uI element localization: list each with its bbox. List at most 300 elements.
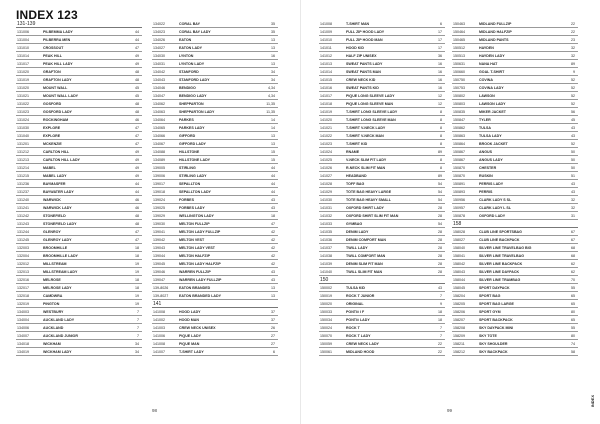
page-ref: 15	[271, 149, 275, 154]
page-ref: 18	[438, 309, 442, 314]
product-code: 141031	[320, 205, 332, 210]
page-ref: 54	[438, 197, 442, 202]
product-name: PARKES LADY	[179, 125, 205, 130]
product-name: GIFFORD LADY	[179, 141, 206, 146]
index-row	[152, 212, 278, 220]
page-ref: 89	[571, 61, 575, 66]
product-code: 131014	[17, 53, 29, 58]
product-name: HILLSTONE	[179, 149, 200, 154]
page-ref: 46	[135, 117, 139, 122]
index-row	[319, 332, 445, 340]
product-name: PONTI# LADY	[346, 317, 370, 322]
product-code: 131040	[17, 133, 29, 138]
product-name: DENIM COMFORT MAN	[346, 237, 386, 242]
index-row	[16, 252, 142, 260]
page-ref: 28	[438, 253, 442, 258]
page-ref: 8	[440, 165, 442, 170]
index-row	[152, 268, 278, 276]
product-code: 131236	[17, 181, 29, 186]
product-code: 141036	[320, 237, 332, 242]
page-ref: 44	[271, 181, 275, 186]
page-ref: 18	[135, 285, 139, 290]
product-name: ANGUS	[479, 149, 492, 154]
product-code: 131020	[17, 85, 29, 90]
page-ref: 6	[440, 21, 442, 26]
page-ref: 16	[271, 53, 275, 58]
index-row	[152, 284, 278, 292]
page-ref: 52	[571, 141, 575, 146]
page-ref: 16	[438, 61, 442, 66]
index-row	[152, 36, 278, 44]
product-code: 141022	[320, 133, 332, 138]
index-row	[152, 76, 278, 84]
product-code: 134088	[153, 149, 165, 154]
product-code: 139043	[153, 245, 165, 250]
page-ref: 49	[135, 149, 139, 154]
product-code: 158206	[453, 309, 465, 314]
index-row	[319, 156, 445, 164]
product-code: 150660	[453, 69, 465, 74]
product-code: 134089	[153, 157, 165, 162]
index-row	[319, 316, 445, 324]
index-row	[452, 116, 578, 124]
index-row	[16, 36, 142, 44]
product-name: CORAL BAY	[179, 21, 200, 26]
page-ref: 35	[271, 29, 275, 34]
product-code: 131021	[17, 93, 29, 98]
product-name: MIDLAND HOOD	[346, 349, 375, 354]
product-code: 134046	[153, 85, 165, 90]
product-name: SWEAT PANTS KID	[346, 85, 379, 90]
product-name: GLENROY	[43, 229, 61, 234]
product-code: 131237	[17, 189, 29, 194]
product-name: PONTI# I F	[346, 309, 365, 314]
index-row	[319, 252, 445, 260]
product-name: LAWSON LADY	[479, 101, 506, 106]
page-ref: 9	[573, 69, 575, 74]
section-header: 150	[319, 276, 445, 284]
index-row	[319, 220, 445, 228]
product-name: AUCKLAND	[43, 325, 64, 330]
page-ref: 62	[571, 269, 575, 274]
page-ref: 32	[571, 197, 575, 202]
product-code: 131215	[17, 173, 29, 178]
index-row	[152, 60, 278, 68]
page-ref: 43	[571, 125, 575, 130]
product-name: NANA HAT	[479, 61, 498, 66]
product-name: PERRIS LADY	[479, 181, 504, 186]
page-ref: 89	[438, 149, 442, 154]
product-code: 141025	[320, 157, 332, 162]
page-ref: 11,35	[266, 101, 275, 106]
index-row	[319, 292, 445, 300]
product-code: 139-8026	[153, 285, 169, 290]
product-name: STONEFIELD	[43, 213, 66, 218]
page-ref: 47	[135, 125, 139, 130]
page-ref: 47	[135, 229, 139, 234]
index-row	[152, 276, 278, 284]
index-row	[319, 44, 445, 52]
product-code: 158027	[453, 237, 465, 242]
index-row	[319, 308, 445, 316]
product-name: WARREN LADY FULLZIP	[179, 277, 222, 282]
index-column-4	[452, 20, 578, 356]
index-row	[152, 108, 278, 116]
index-row	[152, 236, 278, 244]
section-header: 158	[452, 220, 578, 228]
product-code: 141008	[320, 21, 332, 26]
page-ref: 46	[135, 197, 139, 202]
product-name: TULSA	[479, 125, 491, 130]
product-name: PILBEMMA LADY	[43, 29, 73, 34]
product-code: 131020	[17, 69, 29, 74]
page-ref: 16	[438, 85, 442, 90]
index-row	[319, 28, 445, 36]
product-name: COVINA LADY	[479, 85, 504, 90]
index-row	[152, 116, 278, 124]
product-code: 134006	[17, 325, 29, 330]
product-code: 141040	[320, 269, 332, 274]
page-ref: 15	[271, 157, 275, 162]
product-code: 158205	[453, 301, 465, 306]
page-ref: 43	[571, 133, 575, 138]
product-name: WARWICK	[43, 197, 61, 202]
index-row	[319, 268, 445, 276]
product-name: CREW NECK UNISEX	[179, 325, 216, 330]
index-row	[319, 300, 445, 308]
index-row	[452, 340, 578, 348]
product-name: SEPALLTON LADY	[179, 189, 211, 194]
product-code: 131017	[17, 61, 29, 66]
index-row	[452, 140, 578, 148]
index-row	[152, 332, 278, 340]
index-row	[319, 172, 445, 180]
product-name: CLARK LADY L SL	[479, 205, 512, 210]
product-name: EXPLORE	[43, 133, 61, 138]
page-ref: 67	[571, 229, 575, 234]
product-code: 134022	[153, 21, 165, 26]
product-code: 131213	[17, 157, 29, 162]
product-code: 141028	[320, 181, 332, 186]
product-name: SKY BACKPACK	[479, 349, 508, 354]
page-ref: 32	[571, 53, 575, 58]
index-row	[452, 332, 578, 340]
product-name: MIDLAND FULLZIP	[479, 21, 512, 26]
product-name: TWILL SLIM FIT MAN	[346, 269, 383, 274]
product-code: 132018	[17, 293, 29, 298]
index-row	[319, 204, 445, 212]
page-ref: 42	[271, 245, 275, 250]
product-code: 141017	[320, 93, 332, 98]
index-row	[452, 108, 578, 116]
product-code: 158042	[453, 261, 465, 266]
product-name: T-SHIRT MAN	[346, 21, 370, 26]
product-code: 139005	[153, 165, 165, 170]
product-name: MABEL LADY	[43, 173, 67, 178]
index-row	[452, 188, 578, 196]
product-name: HEADBAND	[346, 173, 367, 178]
product-name: CHESTER	[479, 165, 497, 170]
product-code: 131019	[17, 77, 29, 82]
page-ref: 50	[571, 157, 575, 162]
product-code: 150631	[453, 61, 465, 66]
product-code: 132013	[17, 269, 29, 274]
index-row	[452, 52, 578, 60]
index-row	[16, 188, 142, 196]
page-ref: 19	[135, 261, 139, 266]
page-ref: 48	[135, 101, 139, 106]
product-name: GOAL T-SHIRT	[479, 69, 505, 74]
index-row	[16, 84, 142, 92]
product-code: 134007	[17, 333, 29, 338]
index-row	[16, 132, 142, 140]
product-name: HOOD MAN	[179, 317, 199, 322]
product-code: 131006	[17, 29, 29, 34]
index-row	[16, 148, 142, 156]
product-code: 132019	[17, 301, 29, 306]
product-name: LAWSON	[479, 93, 495, 98]
product-name: FORBES LADY	[179, 205, 205, 210]
product-name: MOUNT WALL	[43, 85, 68, 90]
page-gutter	[300, 0, 301, 424]
product-code: 150512	[453, 45, 465, 50]
product-code: 158045	[453, 285, 465, 290]
product-name: HOOD KID	[346, 45, 364, 50]
index-row	[152, 252, 278, 260]
index-row	[152, 308, 278, 316]
page-ref: 4,34	[268, 85, 275, 90]
product-code: 150878	[453, 213, 465, 218]
index-row	[16, 332, 142, 340]
index-row	[452, 28, 578, 36]
product-code: 139044	[153, 253, 165, 258]
product-name: GRAFTON	[43, 69, 61, 74]
product-code: 158204	[453, 293, 465, 298]
page-ref: 13	[271, 133, 275, 138]
product-code: 141038	[320, 253, 332, 258]
page-ref: 35	[271, 21, 275, 26]
page-ref: 26	[271, 325, 275, 330]
page-ref: 13	[271, 293, 275, 298]
index-row	[16, 68, 142, 76]
index-row	[152, 164, 278, 172]
product-name: DENIM LADY	[346, 229, 369, 234]
index-row	[152, 132, 278, 140]
product-code: 158041	[453, 253, 465, 258]
index-row	[152, 28, 278, 36]
index-row	[452, 164, 578, 172]
index-row	[452, 180, 578, 188]
index-row	[152, 124, 278, 132]
product-name: STANFORD LADY	[179, 77, 210, 82]
index-row	[152, 140, 278, 148]
product-name: STONEFIELD LADY	[43, 221, 77, 226]
page-ref: 34	[135, 349, 139, 354]
product-name: MELTON HALFZIP	[179, 253, 211, 258]
index-row	[16, 196, 142, 204]
index-row	[319, 100, 445, 108]
product-name: T-SHIRT LONG SLEEVE LADY	[346, 109, 398, 114]
product-name: WICKHAM	[43, 341, 61, 346]
product-code: 150033	[320, 309, 332, 314]
product-code: 150034	[320, 317, 332, 322]
index-row	[152, 324, 278, 332]
page-ref: 51	[571, 173, 575, 178]
page-ref: 68	[571, 245, 575, 250]
index-row	[319, 108, 445, 116]
page-ref: 19	[135, 269, 139, 274]
product-code: 132012	[17, 261, 29, 266]
page-ref: 28	[438, 213, 442, 218]
product-name: SILVER LINE BACKPACK	[479, 261, 523, 266]
page-ref: 7	[137, 325, 139, 330]
product-name: AUCKLAND JUNIOR	[43, 333, 78, 338]
product-name: EATON BRANDED LADY	[179, 293, 221, 298]
page-ref: 37	[271, 309, 275, 314]
product-name: HOOD LADY	[179, 309, 201, 314]
section-header: 131-139	[16, 20, 142, 28]
product-code: 150061	[320, 349, 332, 354]
product-name: MCKENZIE	[43, 141, 62, 146]
product-name: SILVER LINE DAYPACK	[479, 269, 520, 274]
product-code: 141035	[320, 229, 332, 234]
product-code: 141020	[320, 117, 332, 122]
product-name: CLUB LINE SPORTSBAG	[479, 229, 522, 234]
index-row	[152, 148, 278, 156]
page-ref: 13	[271, 141, 275, 146]
page-ref: 18	[271, 213, 275, 218]
product-code: 131024	[17, 117, 29, 122]
product-code: 139047	[153, 277, 165, 282]
product-name: PEAK HILL LADY	[43, 61, 73, 66]
index-row	[16, 204, 142, 212]
index-row	[319, 348, 445, 356]
product-name: V-NECK SLIM FIT LADY	[346, 157, 387, 162]
product-name: SWEAT PANTS LADY	[346, 61, 383, 66]
page-ref: 31	[571, 213, 575, 218]
page-ref: 8	[440, 157, 442, 162]
page-ref: 17	[438, 37, 442, 42]
page-ref: 80	[571, 333, 575, 338]
page-number-right: 99	[447, 408, 453, 413]
product-name: BROOMHILLE	[43, 245, 68, 250]
page-title: INDEX 123	[16, 8, 78, 22]
product-code: 141013	[320, 61, 332, 66]
product-name: GOSFORD	[43, 101, 62, 106]
product-name: ANGUS LADY	[479, 157, 503, 162]
index-row	[452, 284, 578, 292]
product-name: FORBES	[179, 197, 194, 202]
product-name: TULSA KID	[346, 285, 366, 290]
index-row	[152, 348, 278, 356]
product-code: 141023	[320, 141, 332, 146]
index-row	[16, 300, 142, 308]
page-ref: 42	[271, 261, 275, 266]
index-row	[152, 244, 278, 252]
product-code: 139024	[153, 197, 165, 202]
product-code: 158043	[453, 269, 465, 274]
product-code: 134043	[153, 77, 165, 82]
index-row	[16, 52, 142, 60]
product-name: PARKES	[179, 117, 194, 122]
product-name: SPORT GYM	[479, 309, 501, 314]
product-code: 139041	[153, 229, 165, 234]
product-code: 141027	[320, 173, 332, 178]
product-code: 134062	[153, 101, 165, 106]
index-row	[452, 348, 578, 356]
product-name: FULL ZIP HOOD MAN	[346, 37, 383, 42]
page-ref: 47	[135, 45, 139, 50]
product-code: 141014	[320, 69, 332, 74]
product-name: MABEL	[43, 165, 56, 170]
page-number-left: 98	[152, 408, 158, 413]
page-ref: 74	[571, 341, 575, 346]
page-ref: 16	[438, 69, 442, 74]
page-ref: 36	[438, 53, 442, 58]
product-name: AUCKLAND LADY	[43, 317, 75, 322]
index-row	[452, 268, 578, 276]
product-code: 141026	[320, 165, 332, 170]
page-ref: 12	[438, 93, 442, 98]
index-row	[319, 84, 445, 92]
product-code: 141011	[320, 45, 332, 50]
index-row	[16, 140, 142, 148]
product-name: RNAME	[346, 149, 360, 154]
page-ref: 47	[135, 133, 139, 138]
product-name: MIKER JACKET	[479, 109, 506, 114]
product-code: 141018	[320, 101, 332, 106]
product-code: 150867	[453, 157, 465, 162]
index-row	[16, 260, 142, 268]
index-row	[452, 300, 578, 308]
index-row	[319, 60, 445, 68]
index-row	[319, 188, 445, 196]
index-row	[152, 156, 278, 164]
product-code: 134019	[17, 349, 29, 354]
page-ref: 32	[571, 205, 575, 210]
index-row	[319, 36, 445, 44]
index-row	[319, 196, 445, 204]
index-row	[452, 132, 578, 140]
product-code: 141002	[153, 317, 165, 322]
page-ref: 13	[271, 285, 275, 290]
index-row	[152, 172, 278, 180]
index-row	[16, 156, 142, 164]
page-ref: 13	[271, 61, 275, 66]
page-ref: 28	[438, 245, 442, 250]
product-name: SPORT BACKPACK	[479, 317, 513, 322]
product-name: T-SHIRT V-NECK LADY	[346, 125, 386, 130]
product-code: 131022	[17, 101, 29, 106]
product-code: 158207	[453, 317, 465, 322]
index-row	[16, 276, 142, 284]
product-name: EATON	[179, 37, 192, 42]
page-ref: 47	[271, 221, 275, 226]
page-ref: 18	[135, 253, 139, 258]
product-name: ORIGINAL	[346, 301, 364, 306]
product-name: PIQUE LONG SLEEVE LADY	[346, 93, 395, 98]
product-name: OXFORD SHIRT SLIM FIT MAN	[346, 213, 399, 218]
index-row	[452, 92, 578, 100]
product-name: EXPLORE	[43, 125, 61, 130]
page-ref: 42	[271, 253, 275, 258]
page-ref: 65	[571, 293, 575, 298]
product-name: WELLINGTON LADY	[179, 213, 214, 218]
product-code: 139025	[153, 205, 165, 210]
product-code: 150463	[453, 21, 465, 26]
product-code: 158212	[453, 349, 465, 354]
product-name: MIDLAND HALFZIP	[479, 29, 512, 34]
